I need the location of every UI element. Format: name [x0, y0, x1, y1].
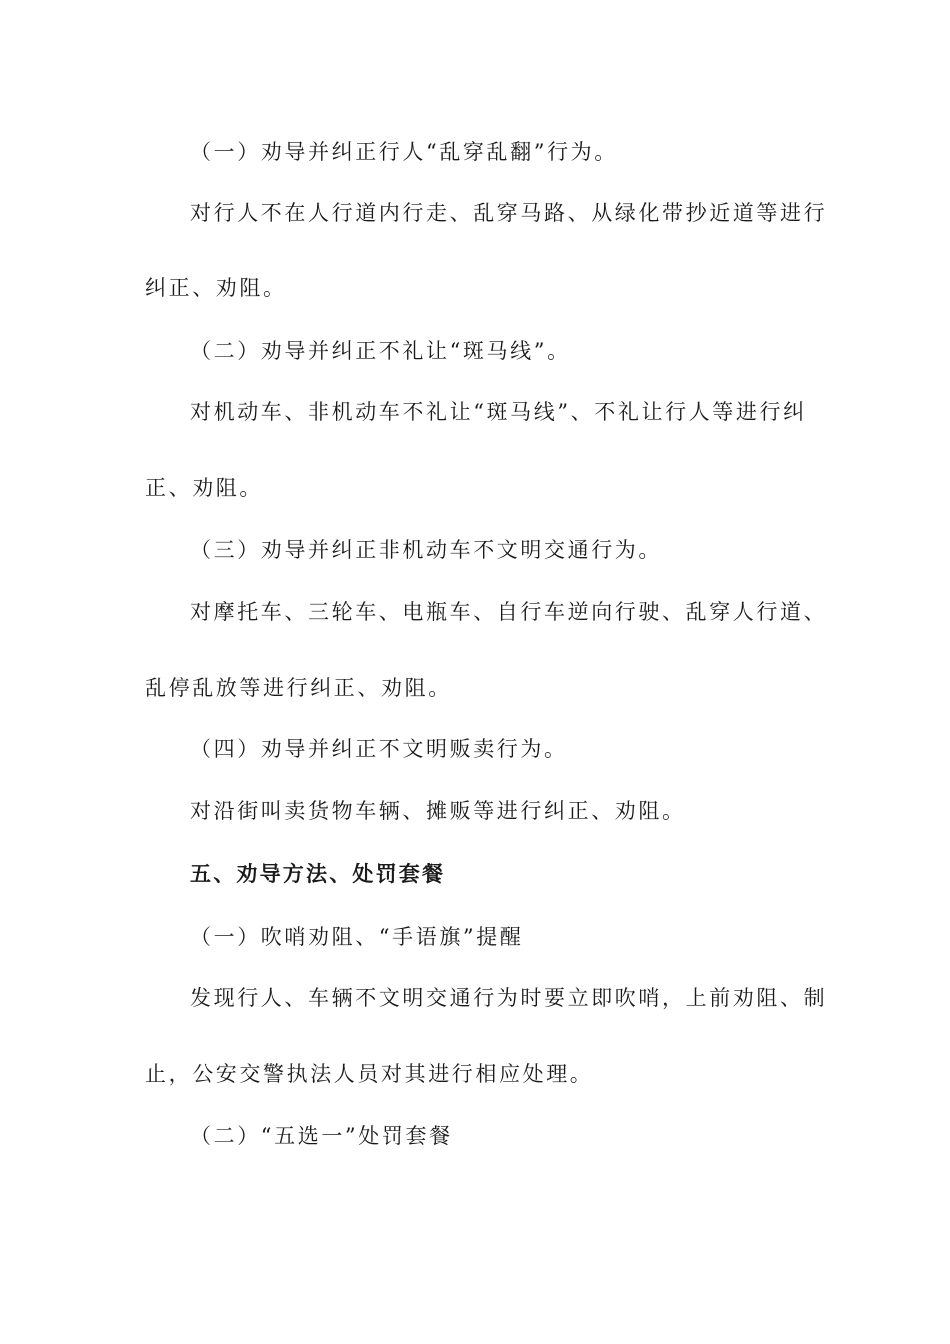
subheading-2-zebra-crossing: （二）劝导并纠正不礼让“斑马线”。	[190, 339, 571, 363]
paragraph-1-line-1: 对行人不在人行道内行走、乱穿马路、从绿化带抄近道等进行	[190, 201, 828, 225]
paragraph-2-line-2: 正、劝阻。	[145, 476, 263, 500]
subheading-5-1-whistle: （一）吹哨劝阻、“手语旗”提醒	[190, 925, 524, 949]
subheading-5-2-penalty: （二）“五选一”处罚套餐	[190, 1124, 453, 1148]
paragraph-5-1-line-2: 止，公安交警执法人员对其进行相应处理。	[145, 1062, 594, 1086]
subheading-1-pedestrians: （一）劝导并纠正行人“乱穿乱翻”行为。	[190, 140, 618, 164]
paragraph-1-line-2: 纠正、劝阻。	[145, 276, 287, 300]
subheading-4-vending: （四）劝导并纠正不文明贩卖行为。	[190, 737, 568, 761]
paragraph-2-line-1: 对机动车、非机动车不礼让“斑马线”、不礼让行人等进行纠	[190, 400, 807, 424]
paragraph-3-line-1: 对摩托车、三轮车、电瓶车、自行车逆向行驶、乱穿人行道、	[190, 600, 828, 624]
paragraph-5-1-line-1: 发现行人、车辆不文明交通行为时要立即吹哨，上前劝阻、制	[190, 986, 828, 1010]
paragraph-4-line-1: 对沿街叫卖货物车辆、摊贩等进行纠正、劝阻。	[190, 799, 686, 823]
section-heading-5: 五、劝导方法、处罚套餐	[190, 861, 446, 886]
subheading-3-non-motor-vehicles: （三）劝导并纠正非机动车不文明交通行为。	[190, 538, 662, 562]
paragraph-3-line-2: 乱停乱放等进行纠正、劝阻。	[145, 676, 452, 700]
